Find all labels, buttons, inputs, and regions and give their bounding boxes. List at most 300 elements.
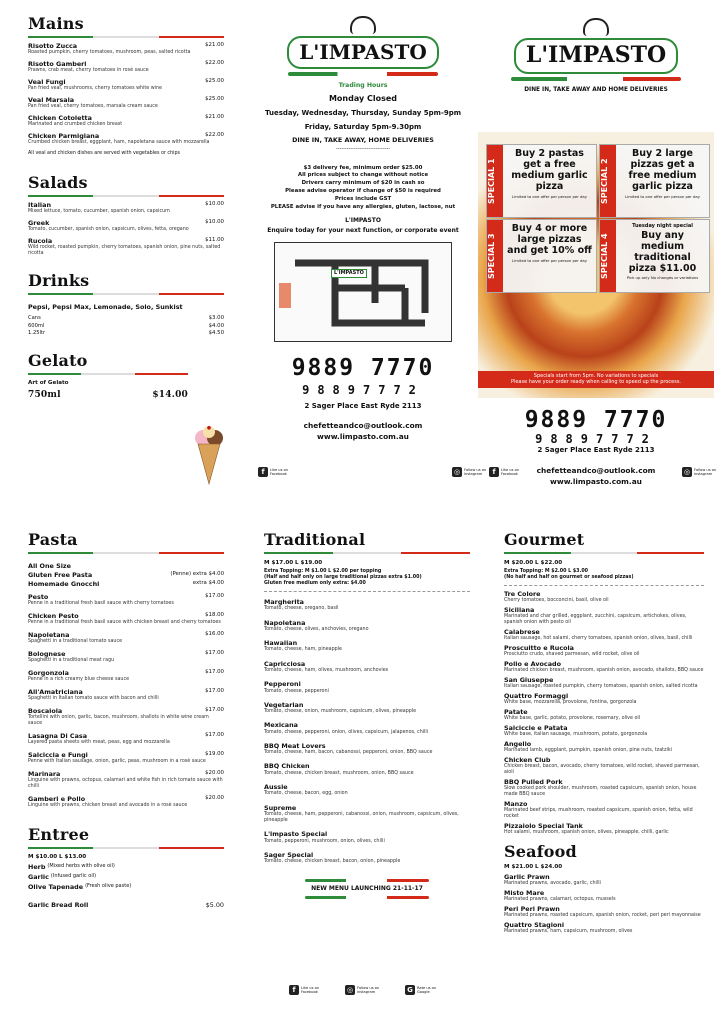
- item-price: $17.00: [205, 593, 224, 599]
- pasta-option-item: [28, 562, 224, 570]
- salads-list: [28, 201, 224, 257]
- gourmet-pizza-item: [504, 800, 704, 820]
- panel-mains: [28, 14, 224, 494]
- item-name: Aussie: [264, 783, 288, 791]
- seafood-price: M $21.00 L $24.00: [504, 863, 563, 870]
- item-description: Linguine with prawns, octopus, calamari and white fish in rich tomato sauce with chilli: [28, 777, 223, 789]
- item-name: Tre Colore: [504, 589, 541, 598]
- salad-item: [28, 237, 224, 257]
- traditional-half: (Half and half only on large traditional pizzas extra $1.00): [264, 574, 422, 580]
- panel-gourmet: [504, 530, 704, 1020]
- item-description: Linguine with prawns, chicken breast and avocado in a rosè sauce: [28, 802, 188, 808]
- pasta-list: [28, 593, 224, 809]
- map-label: L'IMPASTO: [331, 269, 367, 277]
- gourmet-pizza-item: [504, 644, 704, 658]
- divider: [264, 591, 470, 592]
- item-price: $10.00: [205, 200, 224, 207]
- mains-list: [28, 42, 224, 146]
- item-description: Spaghetti in Italian tomato sauce with bacon and chilli: [28, 695, 159, 701]
- item-price: $22.00: [205, 131, 224, 138]
- item-name: BBQ Chicken: [264, 762, 310, 771]
- item-name: Lasagna Di Casa: [28, 731, 88, 740]
- brand-name: L'IMPASTO: [514, 38, 678, 74]
- instagram-link[interactable]: ◎ Follow us on instagram: [346, 985, 380, 994]
- seafood-title: Seafood: [504, 841, 577, 861]
- item-price: $17.00: [205, 649, 224, 656]
- item-name: Homemade Gnocchi: [28, 580, 100, 588]
- chef-hat-icon: [350, 16, 376, 34]
- hours-title: Trading Hours: [338, 82, 388, 89]
- gourmet-list: [504, 590, 704, 836]
- instagram-icon: ◎: [453, 467, 461, 476]
- traditional-pizza-item: [264, 762, 470, 777]
- panel-info: [258, 14, 468, 494]
- item-description: Spaghetti in a traditional meat ragu: [28, 657, 115, 663]
- instagram-link[interactable]: ◎ Follow us on instagram: [683, 467, 717, 476]
- item-name: Cans: [28, 314, 41, 321]
- item-name: Risotto Gamberi: [28, 59, 87, 68]
- item-name: 1.25ltr: [28, 330, 46, 337]
- special-offer-3: [486, 219, 597, 293]
- item-name: Patate: [504, 707, 528, 716]
- item-price: $22.00: [205, 59, 224, 66]
- item-name: Bolognese: [28, 649, 66, 658]
- item-price: $17.00: [205, 731, 224, 738]
- phone-number[interactable]: 9889 7770: [291, 355, 435, 382]
- item-name: Peri Peri Prawn: [504, 904, 560, 913]
- item-name: Napoletana: [28, 630, 70, 639]
- garlic-bread: Garlic Bread Roll $5.00: [28, 900, 224, 909]
- drink-item: [28, 315, 224, 322]
- tricolor-swoosh: [511, 77, 681, 81]
- panel-traditional: [264, 530, 470, 1020]
- item-description: Tomato, cheese, ham, pepperoni, cabanossi, onion, mushroom, capsicum, olives, pineapple: [264, 811, 459, 824]
- item-price: $21.00: [205, 42, 224, 48]
- item-name: Chicken Pesto: [28, 611, 79, 620]
- item-name: 600ml: [28, 322, 45, 329]
- item-name: BBQ Pulled Pork: [504, 777, 563, 786]
- gourmet-pizza-item: [504, 708, 704, 722]
- gelato-title: Gelato: [28, 351, 88, 371]
- item-name: Pizzaiolo Special Tank: [504, 821, 583, 830]
- rule-line: $3 delivery fee, minimum order $25.00: [303, 164, 423, 171]
- seafood-list: [504, 873, 704, 935]
- item-name: Sager Special: [264, 850, 314, 859]
- traditional-pizza-item: [264, 721, 470, 736]
- item-description: Tomato, cheese, ham, olives, mushroom, anchovies: [264, 667, 389, 673]
- phone-number[interactable]: 9889 7770: [524, 407, 668, 433]
- mains-item: [28, 96, 224, 110]
- item-name: Capricciosa: [264, 659, 306, 668]
- traditional-gf: Gluten free medium only extra: $4.00: [264, 580, 366, 586]
- tricolor-divider: [28, 36, 224, 38]
- brand-name: L'IMPASTO: [287, 36, 439, 69]
- item-description: Roasted pumpkin, cherry tomatoes, mushroom, peas, salted ricotta: [28, 50, 191, 55]
- item-price: (Penne) extra $4.00: [170, 571, 224, 577]
- item-description: Tomato, cheese, bacon, egg, onion: [264, 791, 348, 797]
- item-name: All'Amatriciana: [28, 687, 83, 696]
- special-text: Buy 2 pastas get a free medium garlic pizza: [511, 148, 588, 192]
- special-tag: SPECIAL 1: [487, 145, 503, 217]
- pasta-option-item: [28, 580, 224, 588]
- dashes: ------------------------------: [335, 146, 391, 153]
- entree-item: [28, 883, 224, 891]
- pasta-option-item: [28, 571, 224, 579]
- panel-cover: [478, 14, 714, 494]
- instagram-icon: ◎: [346, 985, 354, 994]
- special-small: Limited to one offer per person per day: [512, 193, 587, 199]
- hours-weekday: Tuesday, Wednesday, Thursday, Sunday 5pm-9pm: [264, 108, 462, 117]
- item-name: Veal Fungi: [28, 77, 66, 86]
- item-description: Marinated and crumbed chicken breast: [28, 121, 123, 127]
- item-description: Tomato, cucumber, spanish onion, capsicum, olives, fetta, oregano: [28, 226, 189, 232]
- pasta-item: [28, 707, 224, 727]
- gourmet-pizza-item: [504, 676, 704, 690]
- item-price: $21.00: [205, 113, 224, 120]
- phone-number-alt[interactable]: 98897772: [302, 383, 424, 398]
- item-description: White base, mozzarella, provolone, fontina, gorgonzola: [504, 699, 637, 705]
- function-text: Enquire today for your next function, or corporate event: [267, 226, 459, 234]
- item-name: Chicken Cotoletta: [28, 113, 92, 122]
- item-name: BBQ Meat Lovers: [264, 741, 326, 750]
- specials-banner: Specials start from 5pm. No variations to specials Please have your order ready when calling to speed up the process.: [478, 371, 714, 388]
- rule-line: Please advise operator if change of $50 is required: [285, 187, 441, 194]
- website[interactable]: www.limpasto.com.au: [317, 432, 409, 442]
- item-price: $17.00: [205, 687, 224, 694]
- special-tag: SPECIAL 4: [600, 220, 616, 292]
- item-description: Marinated prawns, calamari, octopus, mussels: [504, 896, 616, 902]
- item-description: White base, italian sausage, mushroom, potato, gorgonzola: [504, 731, 648, 737]
- item-name: Calabrese: [504, 627, 540, 636]
- special-text: Buy 2 large pizzas get a free medium garlic pizza: [628, 148, 697, 192]
- mains-item: [28, 114, 224, 128]
- pasta-item: [28, 751, 224, 765]
- item-description: Tomato, pepperoni, mushroom, onion, olives, chilli: [264, 838, 385, 844]
- brand-logo: [478, 18, 714, 81]
- item-name: Pepperoni: [264, 680, 301, 689]
- gourmet-pizza-item: [504, 740, 704, 754]
- traditional-pizza-item: [264, 701, 470, 716]
- tricolor-divider: [28, 552, 224, 554]
- item-name: All One Size: [28, 562, 71, 570]
- gelato-size: 750ml: [28, 390, 61, 401]
- instagram-icon: ◎: [683, 467, 691, 476]
- traditional-pizza-item: [264, 804, 470, 825]
- item-name: Garlic: [28, 872, 49, 881]
- item-name: Napoletana: [264, 618, 306, 627]
- brand-logo: [258, 16, 468, 76]
- item-name: Gluten Free Pasta: [28, 571, 93, 579]
- gourmet-extra: Extra Topping: M $2.00 L $3.00: [504, 568, 589, 574]
- item-name: Chicken Parmigiana: [28, 131, 100, 140]
- facebook-icon: f: [258, 467, 268, 477]
- item-name: Supreme: [264, 803, 297, 812]
- rule-line: Drivers carry minimum of $20 in cash so: [301, 180, 425, 187]
- item-description: Chicken breast, bacon, avocado, cherry tomatoes, wild rocket, shaved parmesan, aioli: [504, 763, 700, 775]
- item-description: Tomato, cheese, pepperoni, onion, olives, capsicum, jalapenos, chilli: [264, 729, 429, 735]
- gourmet-pizza-item: [504, 590, 704, 604]
- entree-item: [28, 873, 224, 881]
- gourmet-half: (No half and half on gourmet or seafood pizzas): [504, 574, 634, 580]
- item-description: Mixed lettuce, tomato, cucumber, spanish onion, capsicum: [28, 208, 170, 214]
- item-price: $11.00: [205, 236, 224, 243]
- tricolor-divider: [504, 552, 704, 554]
- gourmet-title: Gourmet: [504, 530, 585, 549]
- facebook-link[interactable]: f Like us on Facebook: [489, 467, 527, 477]
- gourmet-pizza-item: [504, 724, 704, 738]
- special-tag: SPECIAL 3: [487, 220, 503, 292]
- item-price: $19.00: [205, 750, 224, 757]
- drink-item: [28, 323, 224, 330]
- pasta-title: Pasta: [28, 530, 78, 549]
- entree-title: Entree: [28, 824, 90, 844]
- item-description: Tomato, cheese, onion, mushroom, capsicum, olives, pineapple: [264, 709, 417, 715]
- item-description: Penne in a traditional fresh basil sauce with cherry tomatoes: [28, 601, 174, 606]
- item-description: Tomato, cheese, pepperoni: [264, 688, 329, 694]
- item-description: Penne in a rich creamy blue cheese sauce: [28, 676, 130, 682]
- item-name: Boscaiola: [28, 706, 63, 715]
- gelato-sub: Art of Gelato: [28, 380, 69, 387]
- traditional-pizza-item: [264, 783, 470, 798]
- instagram-link[interactable]: ◎ Follow us on instagram: [453, 467, 487, 476]
- item-price: $25.00: [205, 95, 224, 102]
- seafood-pizza-item: [504, 921, 704, 935]
- gourmet-pizza-item: [504, 822, 704, 836]
- item-name: Pollo e Avocado: [504, 659, 561, 668]
- pasta-item: [28, 669, 224, 683]
- traditional-list: [264, 598, 470, 866]
- item-description: Marinated beef strips, mushroom, roasted capsicum, spanish onion, fetta, wild rocket: [504, 807, 693, 819]
- item-description: Tomato, cheese, ham, bacon, cabanossi, pepperoni, onion, BBQ sauce: [264, 750, 433, 756]
- item-description: (Mixed herbs with olive oil): [47, 862, 115, 869]
- mains-item: [28, 78, 224, 92]
- gourmet-pizza-item: [504, 660, 704, 674]
- pasta-item: [28, 650, 224, 664]
- item-name: Veal Marsala: [28, 95, 75, 104]
- item-price: $17.00: [205, 668, 224, 675]
- pasta-item: [28, 732, 224, 746]
- email[interactable]: chefetteandco@outlook.com: [536, 466, 656, 475]
- traditional-pizza-item: [264, 639, 470, 654]
- item-price: $4.00: [208, 322, 224, 329]
- entree-list: [28, 863, 224, 891]
- item-price: $20.00: [205, 769, 224, 776]
- item-name: L'impasto Special: [264, 830, 328, 839]
- traditional-pizza-item: [264, 660, 470, 675]
- mains-item: [28, 42, 224, 56]
- pasta-options: [28, 562, 224, 588]
- item-name: San Giuseppe: [504, 675, 554, 684]
- tricolor-divider: [28, 373, 188, 375]
- google-link[interactable]: G Rate us on Google: [405, 985, 445, 995]
- traditional-extra: Extra Topping: M $1.00 L $2.00 per topping: [264, 568, 382, 574]
- pasta-item: [28, 795, 224, 809]
- salad-item: [28, 201, 224, 215]
- item-name: Gorgonzola: [28, 668, 69, 677]
- drinks-line: Pepsi, Pepsi Max, Lemonade, Solo, Sunkist: [28, 302, 183, 311]
- item-name: Chicken Club: [504, 755, 551, 764]
- seafood-pizza-item: [504, 905, 704, 919]
- item-description: Pan fried veal, mushrooms, cherry tomatoes white wine: [28, 85, 162, 91]
- special-small: Limited to one offer per person per day: [625, 193, 700, 199]
- facebook-link[interactable]: f Like us on Facebook: [289, 985, 329, 995]
- item-name: Marinara: [28, 769, 61, 778]
- facebook-link[interactable]: f Like us on Facebook: [258, 467, 296, 477]
- item-description: (Fresh olive paste): [85, 882, 132, 889]
- item-description: Spaghetti in a traditional tomato sauce: [28, 638, 123, 644]
- pasta-item: [28, 631, 224, 645]
- drink-item: [28, 330, 224, 337]
- chef-hat-icon: [583, 18, 609, 36]
- pasta-item: [28, 593, 224, 607]
- special-offer-4: [599, 219, 710, 293]
- phone-number-alt[interactable]: 98897772: [535, 432, 657, 446]
- item-price: extra $4.00: [192, 580, 224, 586]
- traditional-pizza-item: [264, 742, 470, 757]
- facebook-icon: f: [289, 985, 299, 995]
- item-name: Risotto Zucca: [28, 42, 78, 50]
- rule-line: PLEASE advise if you have any allergies, gluten, lactose, nut: [270, 203, 456, 210]
- item-name: Angello: [504, 739, 532, 748]
- item-price: $25.00: [205, 77, 224, 84]
- tricolor-divider: [28, 195, 224, 197]
- item-description: Marinated prawns, roasted capsicum, spanish onion, rocket, peri peri mayonnaise: [504, 912, 701, 918]
- item-name: Rucola: [28, 236, 53, 245]
- traditional-title: Traditional: [264, 530, 366, 549]
- gourmet-price: M $20.00 L $22.00: [504, 560, 563, 566]
- gelato-price: $14.00: [152, 390, 188, 401]
- item-description: Layered pasta sheets with meat, peas, egg and mozzarella: [28, 739, 170, 745]
- salad-item: [28, 219, 224, 233]
- location-map[interactable]: [274, 242, 452, 342]
- item-price: $17.00: [205, 706, 224, 713]
- item-description: Prawns, crab meat, cherry tomatoes in rosé sauce: [28, 67, 149, 73]
- item-name: Salciccia e Fungi: [28, 750, 88, 759]
- item-name: Gamberi e Pollo: [28, 794, 86, 803]
- item-description: Italian sausage, hot salami, cherry tomatoes, spanish onion, olives, basil, chilli: [504, 635, 693, 641]
- special-pre: Tuesday night special: [632, 223, 693, 229]
- tricolor-divider: [264, 552, 470, 554]
- item-description: Marinated prawns, ham, capsicum, mushroom, olives: [504, 928, 633, 934]
- website[interactable]: www.limpasto.com.au: [550, 477, 642, 486]
- divider: [504, 585, 704, 586]
- item-name: Manzo: [504, 799, 528, 808]
- special-offer-1: [486, 144, 597, 218]
- item-description: Marinated lamb, eggplant, pumpkin, spanish onion, pine nuts, tzatziki: [504, 747, 672, 753]
- function-title: L'IMPASTO: [345, 217, 381, 225]
- rule-line: All prices subject to change without notice: [297, 172, 429, 179]
- item-name: Herb: [28, 862, 46, 871]
- pasta-item: [28, 688, 224, 702]
- item-name: Siciliana: [504, 605, 535, 614]
- item-description: Cherry tomatoes, bocconcini, basil, olive oil: [504, 597, 609, 603]
- tricolor-swoosh: [288, 72, 438, 76]
- mains-title: Mains: [28, 14, 84, 33]
- special-small: Limited to one offer per person per day: [512, 257, 587, 263]
- item-name: Misto Mare: [504, 888, 545, 897]
- traditional-pizza-item: [264, 851, 470, 866]
- hours-weekend: Friday, Saturday 5pm-9.30pm: [304, 122, 422, 131]
- google-icon: G: [405, 985, 415, 995]
- entree-item: [28, 863, 224, 871]
- pasta-item: [28, 612, 224, 626]
- rules-list: [258, 165, 468, 212]
- item-price: $16.00: [205, 630, 224, 637]
- item-description: Penne with Italian sausage, onion, garlic, peas, mushroom in a rosè sauce: [28, 758, 206, 764]
- item-name: Proscuitto e Rucola: [504, 643, 574, 652]
- special-tag: SPECIAL 2: [600, 145, 616, 217]
- item-description: Slow cooked pork shoulder, mushroom, roasted capsicum, spanish onion, house made BBQ sauce: [504, 785, 697, 797]
- item-description: Italian sausage, roasted pumpkin, cherry tomatoes, spanish onion, salted ricotta: [504, 683, 698, 689]
- entree-price: M $10.00 L $13.00: [28, 853, 87, 860]
- item-description: Tomato, cheese, chicken breast, bacon, onion, pineapple: [264, 859, 401, 865]
- traditional-pizza-item: [264, 619, 470, 634]
- gourmet-pizza-item: [504, 756, 704, 776]
- traditional-price: M $17.00 L $19.00: [264, 560, 323, 566]
- item-name: Mexicana: [264, 721, 298, 730]
- traditional-pizza-item: [264, 598, 470, 613]
- item-description: White base, garlic, potato, provolone, rosemary, olive oil: [504, 715, 641, 721]
- special-text: Buy 4 or more large pizzas and get 10% off: [507, 223, 592, 256]
- item-description: Marinated chicken breast, mushroom, spanish onion, avocado, shallots, BBQ sauce: [504, 667, 704, 673]
- item-price: $10.00: [205, 218, 224, 225]
- item-name: Olive Tapenade: [28, 882, 84, 891]
- item-description: Tomato, cheese, chicken breast, mushroom, onion, BBQ sauce: [264, 770, 414, 776]
- pasta-item: [28, 770, 224, 790]
- item-price: $4.50: [208, 330, 224, 337]
- item-description: Tomato, cheese, olives, anchovies, oregano: [264, 626, 369, 632]
- item-description: Penne in a traditional fresh basil sauce with chicken breast and cherry tomatoes: [28, 619, 221, 625]
- rule-line: Prices include GST: [334, 195, 392, 202]
- drinks-title: Drinks: [28, 270, 90, 290]
- item-price: $18.00: [205, 611, 224, 618]
- traditional-pizza-item: [264, 830, 470, 845]
- gourmet-pizza-item: [504, 692, 704, 706]
- special-offer-2: [599, 144, 710, 218]
- email[interactable]: chefetteandco@outlook.com: [303, 420, 423, 430]
- item-name: Pesto: [28, 593, 49, 601]
- tricolor-divider: [28, 293, 224, 295]
- item-description: Hot salami, mushroom, spanish onion, olives, pineapple, chilli, garlic: [504, 829, 669, 835]
- item-description: Tomato, cheese, ham, pineapple: [264, 647, 342, 653]
- item-name: Margherita: [264, 597, 304, 606]
- item-name: Salciccie e Patata: [504, 723, 568, 732]
- item-name: Vegetarian: [264, 700, 304, 709]
- item-description: Pan fried veal, cherry tomatoes, marsala cream sauce: [28, 103, 158, 109]
- tricolor-divider: [28, 847, 224, 849]
- item-description: Wild rocket, roasted pumpkin, cherry tomatoes, spanish onion, pine nuts, salted ricotta: [28, 244, 221, 256]
- mains-note: All veal and chicken dishes are served with vegetables or chips: [28, 150, 180, 156]
- address: 2 Sager Place East Ryde 2113: [304, 402, 422, 411]
- gourmet-pizza-item: [504, 606, 704, 626]
- item-description: Tortellini with onion, garlic, bacon, mushroom, shallots in white wine cream sauce: [28, 714, 209, 726]
- item-description: Prosciutto crudo, shaved parmesan, wild rocket, olive oil: [504, 651, 640, 657]
- seafood-pizza-item: [504, 873, 704, 887]
- drinks-list: [28, 315, 224, 337]
- gourmet-pizza-item: [504, 778, 704, 798]
- item-price: $3.00: [208, 314, 224, 321]
- item-description: Tomato, cheese, oregano, basil: [264, 606, 339, 612]
- seafood-pizza-item: [504, 889, 704, 903]
- item-name: Quattro Stagioni: [504, 920, 565, 929]
- gourmet-pizza-item: [504, 628, 704, 642]
- address: 2 Sager Place East Ryde 2113: [537, 446, 655, 454]
- item-name: Hawaiian: [264, 639, 298, 648]
- item-description: Crumbed chicken breast, eggplant, ham, napoletana sauce with mozzarella: [28, 139, 210, 145]
- services: DINE IN, TAKE AWAY, HOME DELIVERIES: [292, 136, 434, 145]
- item-name: Greek: [28, 218, 50, 227]
- traditional-pizza-item: [264, 680, 470, 695]
